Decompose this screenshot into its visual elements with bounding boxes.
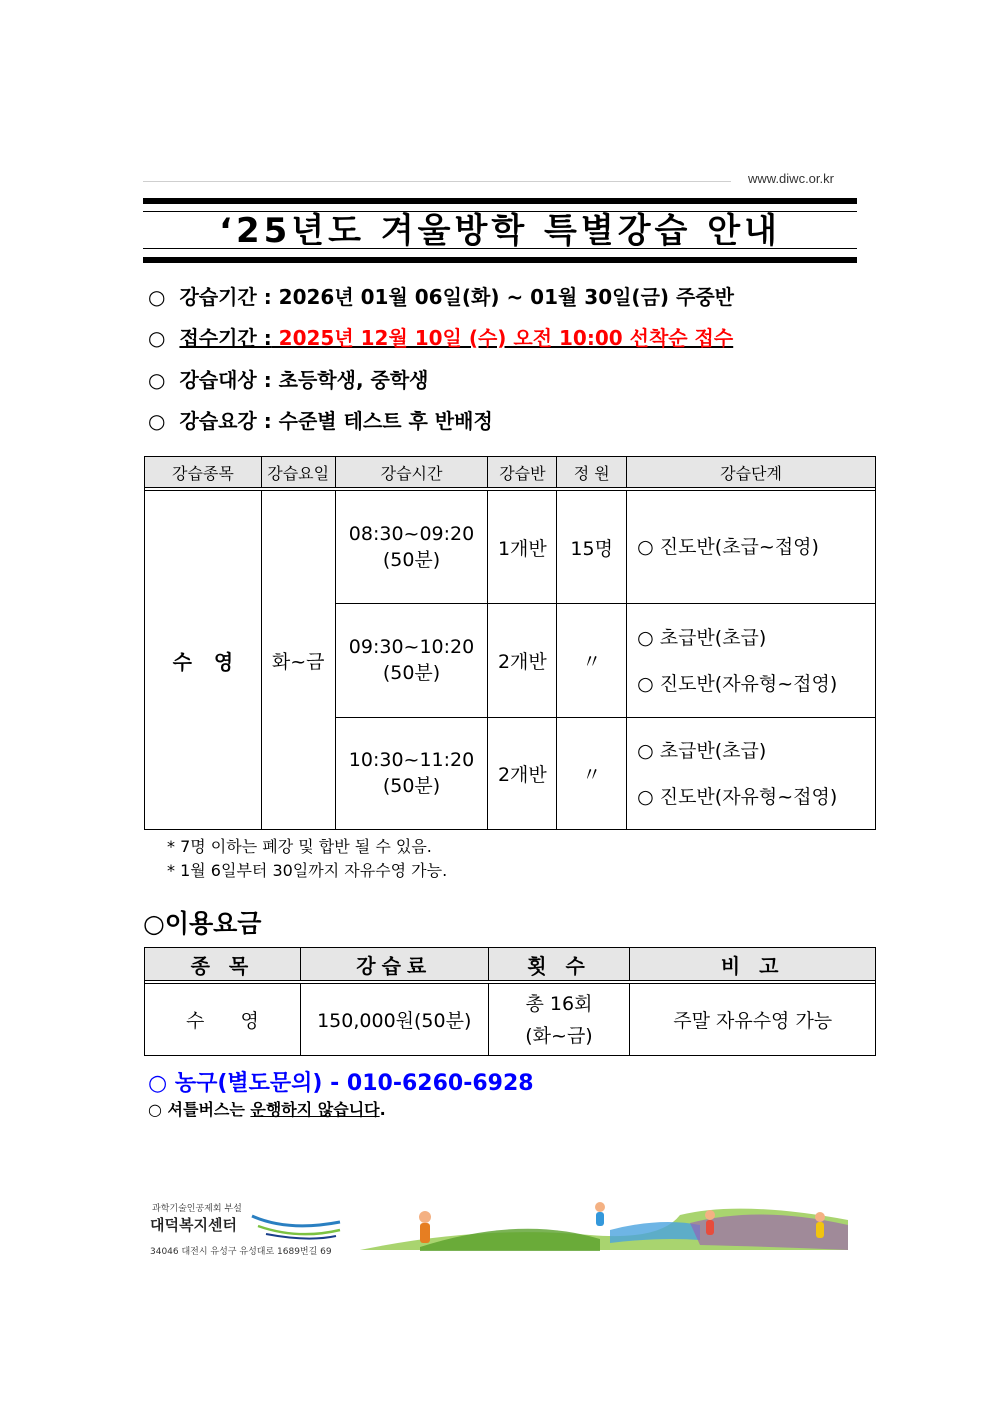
time-cell xyxy=(335,491,488,604)
logo-swoosh-icon xyxy=(248,1210,344,1240)
header-capacity: 정 원 xyxy=(557,457,627,488)
fees-header-row xyxy=(145,948,876,981)
bullet-icon: ○ xyxy=(148,326,166,350)
header-time: 강습시간 xyxy=(335,457,488,488)
schedule-table xyxy=(144,456,876,830)
fees-header-price: 강습료 xyxy=(300,948,488,981)
registration-value: 2025년 12월 10일 (수) 오전 10:00 선착순 접수 xyxy=(271,326,734,350)
header-days: 강습요일 xyxy=(261,457,335,488)
method-value: 수준별 테스트 후 반배정 xyxy=(278,409,493,433)
info-method xyxy=(148,406,493,436)
bullet-icon: ○ xyxy=(148,368,166,392)
fees-table xyxy=(144,947,876,1056)
time-range: 09:30~10:20 xyxy=(348,636,475,658)
schedule-header-row xyxy=(145,457,876,488)
target-value: 초등학생, 중학생 xyxy=(278,368,429,392)
note-item: * 7명 이하는 폐강 및 합반 될 수 있음. xyxy=(167,837,432,856)
level-cell xyxy=(627,718,876,830)
level-cell xyxy=(627,604,876,718)
table-row xyxy=(145,984,876,1056)
note-item: * 1월 6일부터 30일까지 자유수영 가능. xyxy=(167,861,448,880)
header-rule xyxy=(143,181,731,182)
time-range: 10:30~11:20 xyxy=(348,749,475,771)
site-url[interactable]: www.diwc.or.kr xyxy=(748,171,834,186)
time-cell xyxy=(335,604,488,718)
bullet-icon: ○ xyxy=(148,409,166,433)
capacity-cell: 15명 xyxy=(557,491,627,604)
schedule-notes xyxy=(167,835,447,883)
capacity-cell: 〃 xyxy=(557,604,627,718)
info-target xyxy=(148,365,428,395)
subject-cell: 수영 xyxy=(145,491,262,830)
org-sub-name: 과학기술인공제회 부설 xyxy=(152,1204,242,1214)
fee-count-days: (화~금) xyxy=(525,1024,593,1047)
level-item: ○ 진도반(자유형~접영) xyxy=(637,785,838,808)
fee-count xyxy=(488,984,630,1056)
registration-label: 접수기간 : xyxy=(179,326,272,350)
fee-price: 150,000원(50분) xyxy=(300,984,488,1056)
sports-banner-illustration xyxy=(360,1195,850,1255)
period-label: 강습기간 : xyxy=(179,285,279,309)
shuttle-prefix: ○ 셔틀버스는 xyxy=(148,1100,251,1119)
title-bar-bottom xyxy=(143,257,857,263)
header-classes: 강습반 xyxy=(488,457,557,488)
classes-cell: 1개반 xyxy=(488,491,557,604)
info-registration xyxy=(148,323,733,353)
period-value: 2026년 01월 06일(화) ~ 01월 30일(금) 주중반 xyxy=(278,285,734,309)
time-duration: (50분) xyxy=(382,775,441,797)
days-cell: 화~금 xyxy=(261,491,335,830)
title-rule-bottom xyxy=(143,248,857,249)
classes-cell: 2개반 xyxy=(488,604,557,718)
time-duration: (50분) xyxy=(382,548,441,571)
level-item: ○ 진도반(자유형~접영) xyxy=(637,672,838,695)
org-name: 대덕복지센터 xyxy=(150,1216,237,1234)
fee-subject: 수 영 xyxy=(145,984,301,1056)
level-item: ○ 초급반(초급) xyxy=(637,626,767,649)
capacity-cell: 〃 xyxy=(557,718,627,830)
classes-cell: 2개반 xyxy=(488,718,557,830)
shuttle-underlined: 운행하지 않습니다 xyxy=(250,1100,380,1119)
fees-header-note: 비 고 xyxy=(630,948,876,981)
org-address: 34046 대전시 유성구 유성대로 1689번길 69 xyxy=(150,1247,332,1257)
info-period xyxy=(148,282,734,312)
fees-header-count: 횟 수 xyxy=(488,948,630,981)
fees-header-subject: 종 목 xyxy=(145,948,301,981)
shuttle-suffix: . xyxy=(379,1100,386,1119)
level-item: ○ 진도반(초급~접영) xyxy=(637,536,819,558)
target-label: 강습대상 : xyxy=(179,368,279,392)
fee-count-total: 총 16회 xyxy=(525,992,593,1015)
level-item: ○ 초급반(초급) xyxy=(637,739,767,762)
header-subject: 강습종목 xyxy=(145,457,262,488)
title-bar-top xyxy=(143,198,857,204)
table-row xyxy=(145,491,876,604)
level-cell xyxy=(627,491,876,604)
fees-title: ○이용요금 xyxy=(143,909,262,938)
basketball-contact: ○ 농구(별도문의) - 010-6260-6928 xyxy=(148,1071,534,1096)
bullet-icon: ○ xyxy=(148,285,166,309)
fee-note: 주말 자유수영 가능 xyxy=(630,984,876,1056)
page-title: ‘25년도 겨울방학 특별강습 안내 xyxy=(219,211,781,251)
time-range: 08:30~09:20 xyxy=(348,522,475,545)
time-duration: (50분) xyxy=(382,662,441,684)
header-level: 강습단계 xyxy=(627,457,876,488)
method-label: 강습요강 : xyxy=(179,409,279,433)
time-cell xyxy=(335,718,488,830)
shuttle-notice xyxy=(148,1097,386,1120)
